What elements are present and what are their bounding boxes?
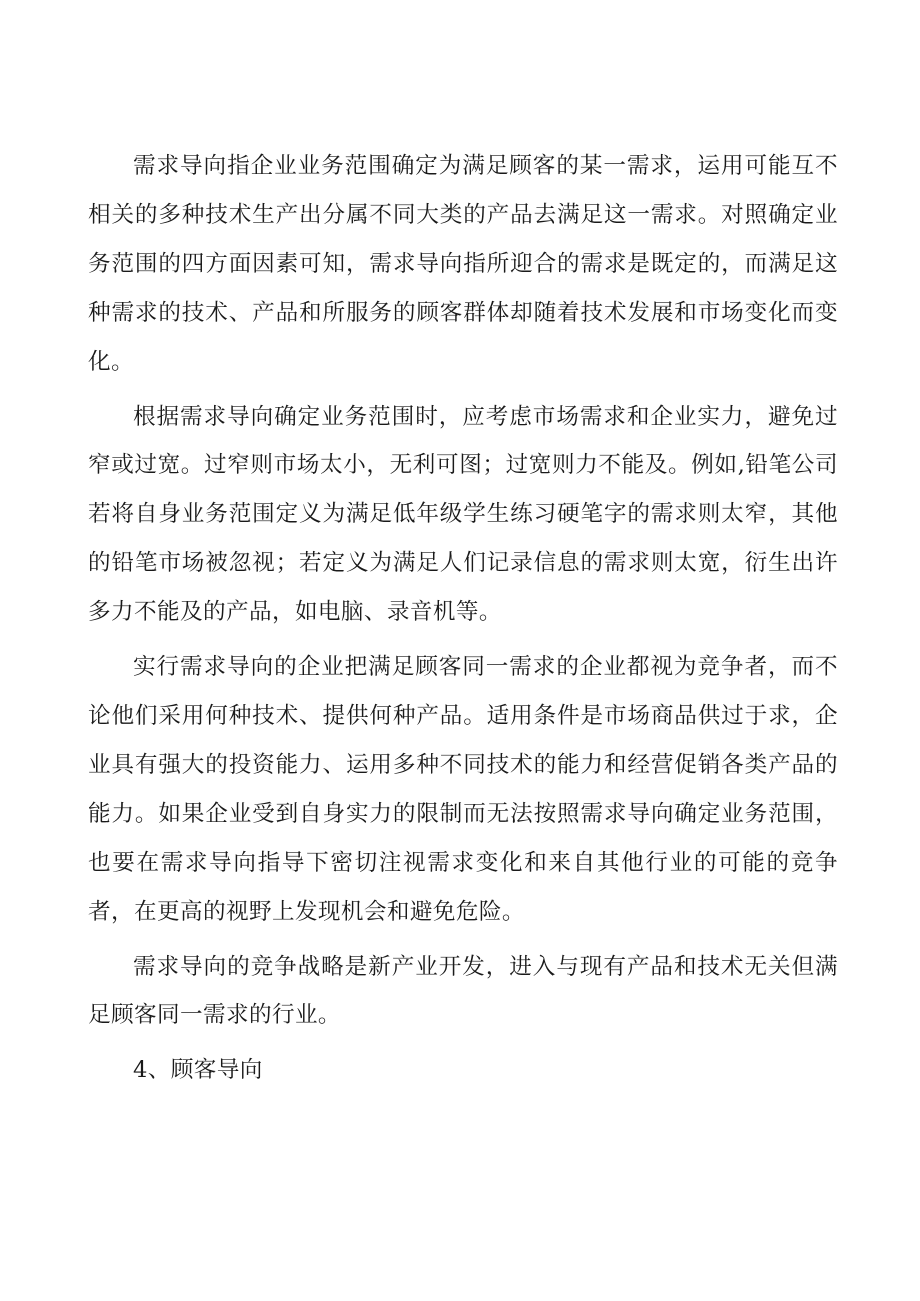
section-heading-customer-orientation: 4、顾客导向: [133, 1057, 263, 1084]
paragraph-competitors-and-conditions: 实行需求导向的企业把满足顾客同一需求的企业都视为竞争者，而不论他们采用何种技术、提供何种产品。适用条件是市场商品供过于求，企业具有强大的投资能力、运用多种不同技术的能力和经营促销各类产品的能力。如果企业受到自身实力的限制而无法按照需求导向确定业务范围，也要在需求导向指导下密切注视需求变化和来自其他行业的可能的竞争者，在更高的视野上发现机会和避免危险。: [88, 654, 838, 925]
document-body: [88, 142, 838, 1095]
paragraph-competitive-strategy: 需求导向的竞争战略是新产业开发，进入与现有产品和技术无关但满足顾客同一需求的行业。: [88, 953, 838, 1029]
paragraph-demand-orientation-definition: 需求导向指企业业务范围确定为满足顾客的某一需求，运用可能互不相关的多种技术生产出分属不同大类的产品去满足这一需求。对照确定业务范围的四方面因素可知，需求导向指所迎合的需求是既定的，而满足这种需求的技术、产品和所服务的顾客群体却随着技术发展和市场变化而变化。: [88, 153, 838, 375]
paragraph-business-scope-width: 根据需求导向确定业务范围时，应考虑市场需求和企业实力，避免过窄或过宽。过窄则市场太小，无利可图；过宽则力不能及。例如,铅笔公司若将自身业务范围定义为满足低年级学生练习硬笔字的需求则太窄，其他的铅笔市场被忽视；若定义为满足人们记录信息的需求则太宽，衍生出许多力不能及的产品，如电脑、录音机等。: [88, 403, 838, 626]
